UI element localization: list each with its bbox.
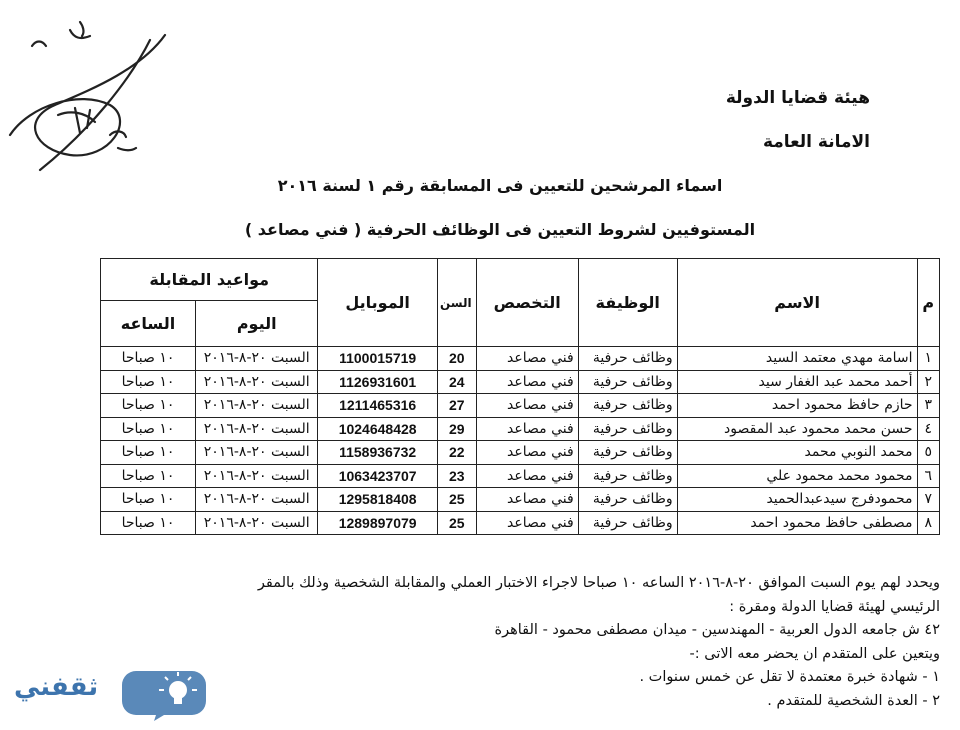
candidate-specialization: فني مصاعد	[476, 441, 578, 465]
candidates-table	[100, 258, 940, 535]
candidate-age: 20	[437, 347, 476, 371]
candidate-job: وظائف حرفية	[578, 441, 677, 465]
candidate-mobile: 1295818408	[318, 488, 437, 512]
candidate-job: وظائف حرفية	[578, 417, 677, 441]
header-specialization: التخصص	[476, 259, 578, 347]
note-line: الرئيسي لهيئة قضايا الدولة ومقرة :	[729, 598, 940, 615]
candidate-job: وظائف حرفية	[578, 347, 677, 371]
header-job: الوظيفة	[578, 259, 677, 347]
table-row	[101, 441, 940, 465]
candidate-name: اسامة مهدي معتمد السيد	[677, 347, 917, 371]
table-row	[101, 394, 940, 418]
candidate-specialization: فني مصاعد	[476, 464, 578, 488]
row-num: ٤	[917, 417, 939, 441]
document-subtitle: المستوفيين لشروط التعيين فى الوظائف الحرفية ( فني مصاعد )	[244, 220, 756, 239]
candidate-job: وظائف حرفية	[578, 464, 677, 488]
interview-day: السبت ٢٠-٨-٢٠١٦	[195, 394, 317, 418]
candidate-mobile: 1024648428	[318, 417, 437, 441]
interview-day: السبت ٢٠-٨-٢٠١٦	[195, 511, 317, 535]
table-row	[101, 417, 940, 441]
candidate-name: محمودفرج سيدعبدالحميد	[677, 488, 917, 512]
header-day: اليوم	[195, 301, 317, 347]
table-row	[101, 511, 940, 535]
interview-hour: ١٠ صباحا	[101, 370, 196, 394]
table-row	[101, 464, 940, 488]
header-hour: الساعه	[101, 301, 196, 347]
document-title: اسماء المرشحين للتعيين فى المسابقة رقم ١ لسنة ٢٠١٦	[277, 176, 723, 195]
candidate-specialization: فني مصاعد	[476, 511, 578, 535]
candidate-job: وظائف حرفية	[578, 394, 677, 418]
candidate-age: 25	[437, 511, 476, 535]
candidate-specialization: فني مصاعد	[476, 347, 578, 371]
table-row	[101, 370, 940, 394]
header-mobile: الموبايل	[318, 259, 437, 347]
note-line: ٢ - العدة الشخصية للمتقدم .	[767, 692, 940, 709]
candidate-name: أحمد محمد عبد الغفار سيد	[677, 370, 917, 394]
row-num: ٣	[917, 394, 939, 418]
candidate-mobile: 1158936732	[318, 441, 437, 465]
candidate-mobile: 1289897079	[318, 511, 437, 535]
row-num: ١	[917, 347, 939, 371]
organization-name: هيئة قضايا الدولة	[725, 88, 870, 108]
table-row	[101, 488, 940, 512]
interview-hour: ١٠ صباحا	[101, 464, 196, 488]
candidate-mobile: 1063423707	[318, 464, 437, 488]
interview-day: السبت ٢٠-٨-٢٠١٦	[195, 347, 317, 371]
interview-day: السبت ٢٠-٨-٢٠١٦	[195, 441, 317, 465]
candidate-name: مصطفى حافظ محمود احمد	[677, 511, 917, 535]
candidate-age: 23	[437, 464, 476, 488]
row-num: ٥	[917, 441, 939, 465]
candidate-name: محمد النوبي محمد	[677, 441, 917, 465]
note-line: ١ - شهادة خبرة معتمدة لا تقل عن خمس سنوات .	[639, 669, 940, 685]
candidate-specialization: فني مصاعد	[476, 370, 578, 394]
candidate-mobile: 1100015719	[318, 347, 437, 371]
candidate-job: وظائف حرفية	[578, 488, 677, 512]
header-num: م	[917, 259, 939, 347]
candidate-specialization: فني مصاعد	[476, 394, 578, 418]
secretariat-label: الامانة العامة	[762, 132, 870, 152]
interview-hour: ١٠ صباحا	[101, 511, 196, 535]
candidate-age: 27	[437, 394, 476, 418]
candidate-age: 22	[437, 441, 476, 465]
candidate-age: 24	[437, 370, 476, 394]
handwritten-signature-icon	[0, 10, 190, 190]
header-interview-schedule: مواعيد المقابلة	[101, 259, 318, 301]
interview-hour: ١٠ صباحا	[101, 347, 196, 371]
candidate-mobile: 1211465316	[318, 394, 437, 418]
interview-hour: ١٠ صباحا	[101, 488, 196, 512]
candidate-specialization: فني مصاعد	[476, 417, 578, 441]
interview-hour: ١٠ صباحا	[101, 417, 196, 441]
interview-hour: ١٠ صباحا	[101, 394, 196, 418]
note-line: ٤٢ ش جامعه الدول العربية - المهندسين - ميدان مصطفى محمود - القاهرة	[494, 622, 940, 638]
note-line: ويحدد لهم يوم السبت الموافق ٢٠-٨-٢٠١٦ الساعه ١٠ صباحا لاجراء الاختبار العملي والمقابلة الشخصية وذلك بالمقر	[257, 575, 940, 591]
interview-day: السبت ٢٠-٨-٢٠١٦	[195, 417, 317, 441]
candidate-age: 25	[437, 488, 476, 512]
lightbulb-icon	[122, 671, 206, 721]
candidate-age: 29	[437, 417, 476, 441]
row-num: ٧	[917, 488, 939, 512]
candidate-specialization: فني مصاعد	[476, 488, 578, 512]
row-num: ٢	[917, 370, 939, 394]
interview-hour: ١٠ صباحا	[101, 441, 196, 465]
interview-day: السبت ٢٠-٨-٢٠١٦	[195, 464, 317, 488]
watermark-text: ثقفني	[14, 672, 99, 702]
note-line: ويتعين على المتقدم ان يحضر معه الاتى :-	[689, 645, 940, 662]
table-row	[101, 347, 940, 371]
candidate-job: وظائف حرفية	[578, 511, 677, 535]
row-num: ٦	[917, 464, 939, 488]
candidate-name: محمود محمد محمود علي	[677, 464, 917, 488]
candidate-name: حسن محمد محمود عبد المقصود	[677, 417, 917, 441]
candidate-mobile: 1126931601	[318, 370, 437, 394]
interview-day: السبت ٢٠-٨-٢٠١٦	[195, 370, 317, 394]
candidate-name: حازم حافظ محمود احمد	[677, 394, 917, 418]
header-age: السن	[437, 259, 476, 347]
row-num: ٨	[917, 511, 939, 535]
interview-day: السبت ٢٠-٨-٢٠١٦	[195, 488, 317, 512]
header-name: الاسم	[677, 259, 917, 347]
candidate-job: وظائف حرفية	[578, 370, 677, 394]
